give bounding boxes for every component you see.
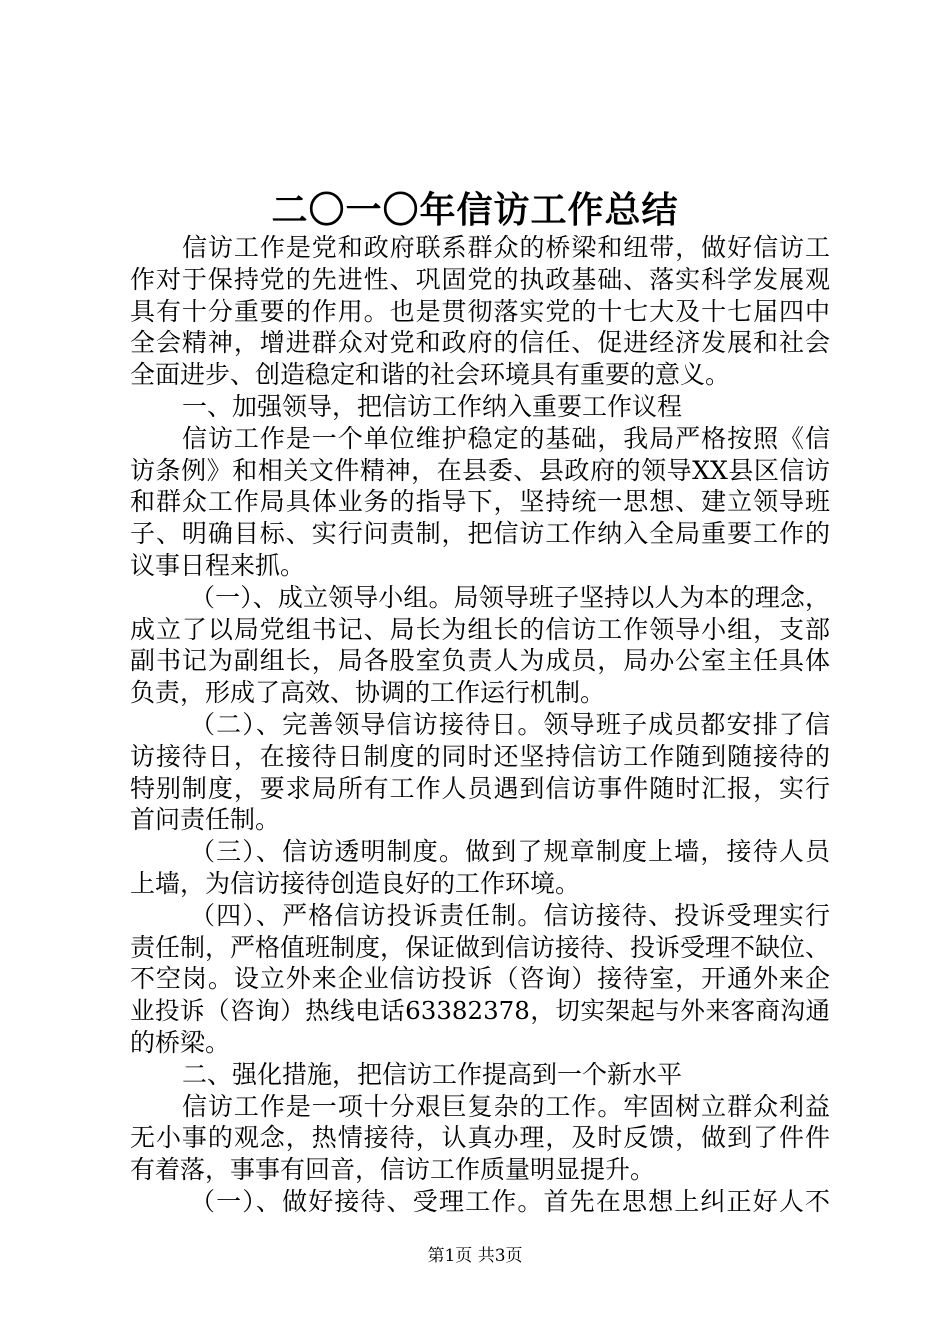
body-line: 和群众工作局具体业务的指导下，坚持统一思想、建立领导班 [130,487,830,517]
body-line: 具有十分重要的作用。也是贯彻落实党的十七大及十七届四中 [130,296,830,326]
body-line: 无小事的观念，热情接待，认真办理，及时反馈，做到了件件 [130,1123,830,1153]
body-line: 不空岗。设立外来企业信访投诉（咨询）接待室，开通外来企 [130,964,830,994]
body-line: 有着落，事事有回音，信访工作质量明显提升。 [130,1155,656,1185]
body-line: （一）、成立领导小组。局领导班子坚持以人为本的理念， [190,582,830,612]
body-line: 上墙，为信访接待创造良好的工作环境。 [130,868,581,898]
body-line: 作对于保持党的先进性、巩固党的执政基础、落实科学发展观 [130,264,830,294]
body-line: 全会精神，增进群众对党和政府的信任、促进经济发展和社会 [130,328,830,358]
page-footer: 第1页 共3页 [427,1246,523,1266]
body-line: 议事日程来抓。 [130,550,306,580]
body-line: 信访工作是党和政府联系群众的桥梁和纽带，做好信访工 [182,233,830,262]
document-body [130,232,830,1218]
body-line: 的桥梁。 [130,1027,231,1057]
body-line: 信访工作是一个单位维护稳定的基础，我局严格按照《信 [182,423,830,453]
body-line: 访接待日，在接待日制度的同时还坚持信访工作随到随接待的 [130,741,830,771]
body-line: （二）、完善领导信访接待日。领导班子成员都安排了信 [190,709,830,739]
body-line: 特别制度，要求局所有工作人员遇到信访事件随时汇报，实行 [130,773,830,803]
body-line: 成立了以局党组书记、局长为组长的信访工作领导小组，支部 [130,614,830,644]
body-line: 责任制，严格值班制度，保证做到信访接待、投诉受理不缺位、 [130,932,830,962]
body-line: （三）、信访透明制度。做到了规章制度上墙，接待人员 [190,837,830,867]
body-line: 首问责任制。 [130,805,281,835]
body-line: 副书记为副组长，局各股室负责人为成员，局办公室主任具体 [130,646,830,676]
body-line: 全面进步、创造稳定和谐的社会环境具有重要的意义。 [130,360,731,390]
body-line: 负责，形成了高效、协调的工作运行机制。 [130,678,606,708]
body-line: （一）、做好接待、受理工作。首先在思想上纠正好人不 [190,1186,830,1216]
body-line: 二、强化措施，把信访工作提高到一个新水平 [182,1059,683,1089]
body-line: （四）、严格信访投诉责任制。信访接待、投诉受理实行 [190,900,830,930]
document-title: 二〇一〇年信访工作总结 [271,189,679,231]
body-line: 一、加强领导，把信访工作纳入重要工作议程 [182,391,683,421]
body-line: 业投诉（咨询）热线电话63382378，切实架起与外来客商沟通 [130,996,830,1026]
body-line: 信访工作是一项十分艰巨复杂的工作。牢固树立群众利益 [182,1091,830,1121]
body-line: 子、明确目标、实行问责制，把信访工作纳入全局重要工作的 [130,519,830,549]
body-line: 访条例》和相关文件精神，在县委、县政府的领导XX县区信访 [130,455,830,485]
